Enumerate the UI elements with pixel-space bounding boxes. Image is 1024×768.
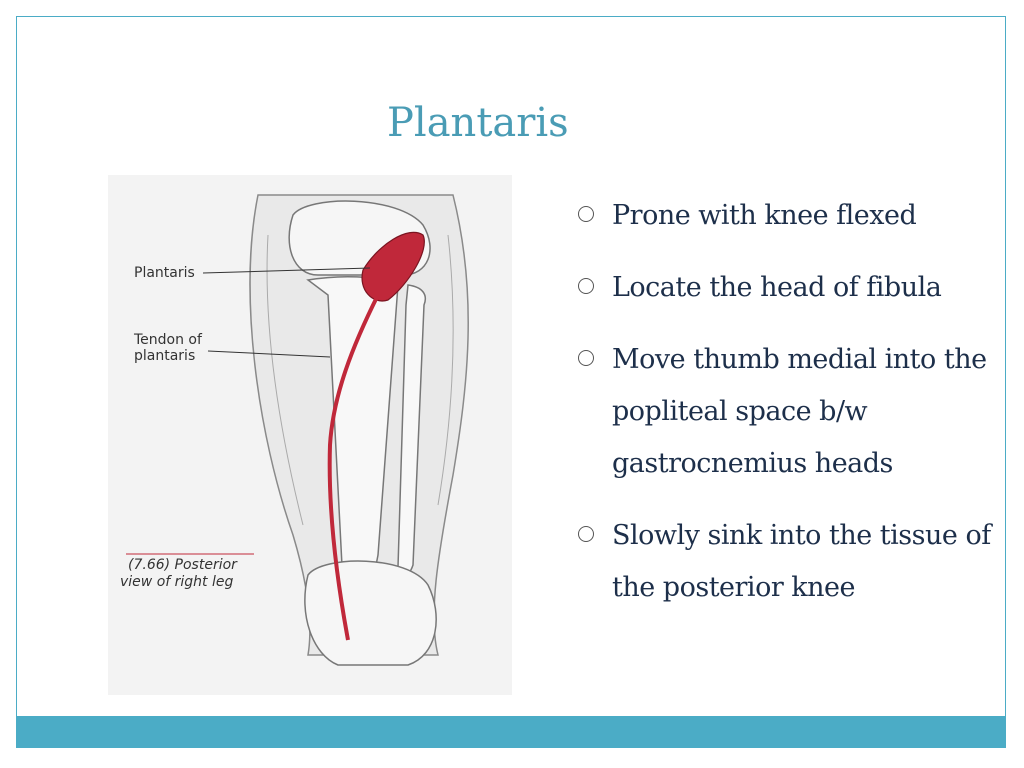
bullet-text: Move thumb medial into the popliteal space b/w gastrocnemius heads <box>612 344 987 479</box>
leg-drawing <box>108 175 512 695</box>
circle-bullet-icon <box>578 350 594 366</box>
circle-bullet-icon <box>578 206 594 222</box>
slide-title: Plantaris <box>387 100 569 146</box>
anatomy-illustration <box>108 175 512 695</box>
circle-bullet-icon <box>578 526 594 542</box>
caption-line1: (7.66) Posterior <box>128 557 237 573</box>
bullet-item <box>578 510 1006 614</box>
bullet-list <box>578 190 1006 634</box>
bullet-text: Slowly sink into the tissue of the posterior knee <box>612 520 991 603</box>
label-tendon-line1: Tendon of <box>134 332 202 348</box>
bullet-text: Prone with knee flexed <box>612 200 917 231</box>
label-tendon-line2: plantaris <box>134 348 196 364</box>
label-plantaris: Plantaris <box>134 265 195 281</box>
bullet-item <box>578 262 1006 314</box>
footer-band <box>16 716 1006 748</box>
bullet-text: Locate the head of fibula <box>612 272 942 303</box>
bullet-item <box>578 334 1006 490</box>
circle-bullet-icon <box>578 278 594 294</box>
caption-line2: view of right leg <box>120 574 234 590</box>
bullet-item <box>578 190 1006 242</box>
